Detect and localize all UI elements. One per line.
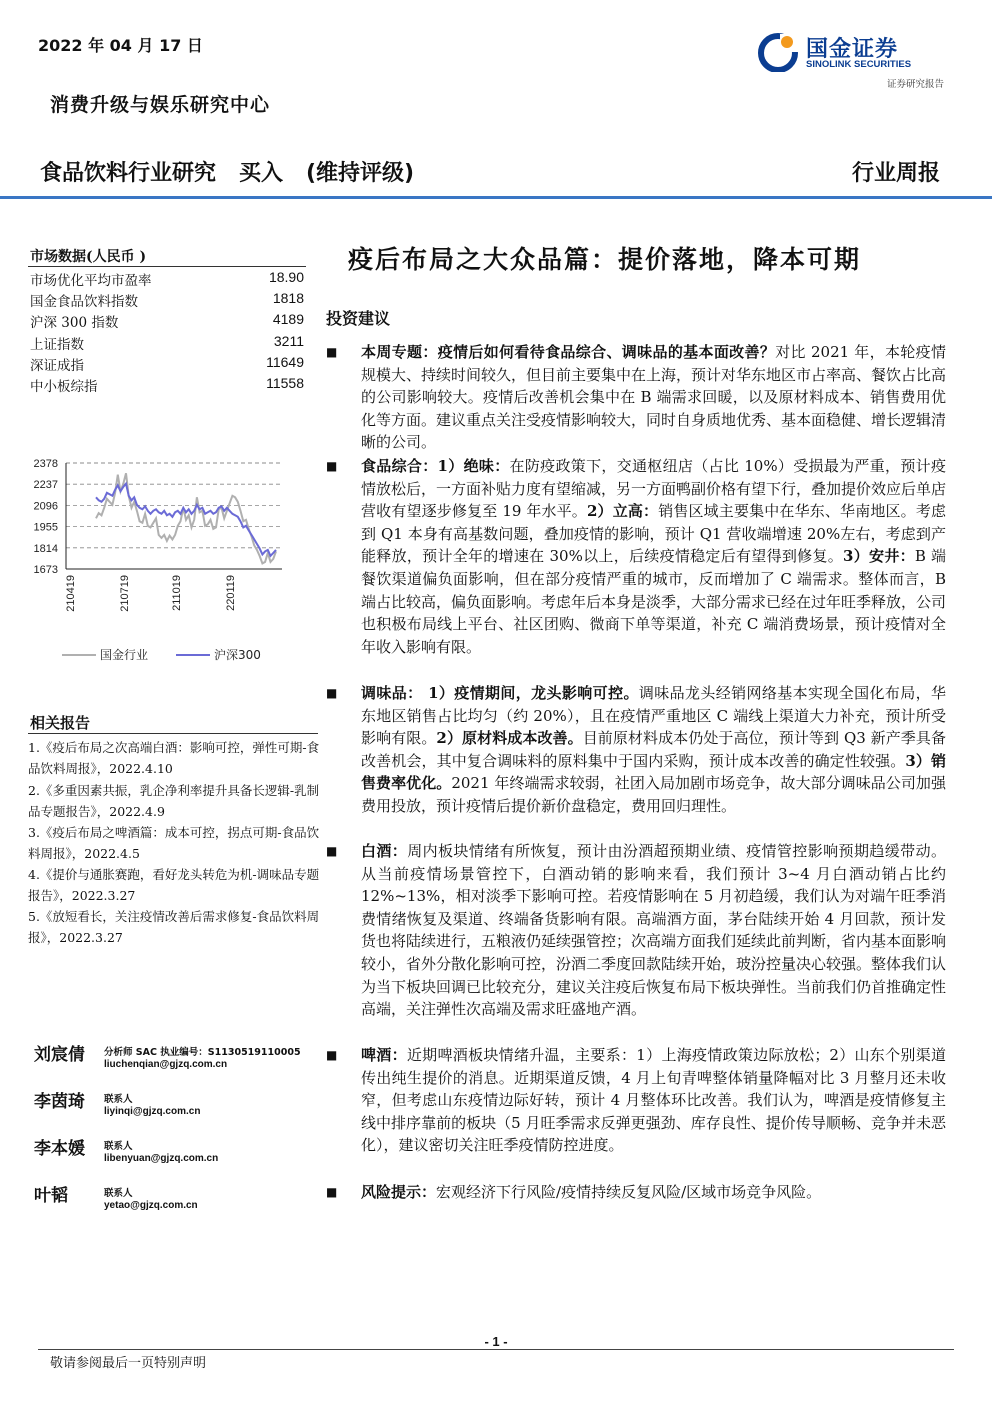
related-report-item: 2.《多重因素共振，乳企净利率提升具备长逻辑-乳制品专题报告》，2022.4.9 <box>28 783 320 819</box>
item-body: 近期啤酒板块情绪升温，主要系：1）上海疫情政策边际放松；2）山东个别渠道传出纯生提价的消息。近期渠道反馈，4 月上旬青啤整体销量降幅对比 3 月整月还未收窄，但考虑山东疫情边际好转，预计 4 月整体环比改善。我们认为，啤酒是疫情修复主线中排序靠前的板块（5 月旺季需求反弹更强劲、库存良性、提价传导顺畅、竞争并未恶化），建议密切关注旺季疫情防控进度。 <box>361 1046 946 1155</box>
item-body: 宏观经济下行风险/疫情持续反复风险/区域市场竞争风险。 <box>436 1183 822 1201</box>
industry-rating: 食品饮料行业研究 买入 (维持评级) <box>40 161 415 186</box>
item-heading: 啤酒： <box>361 1046 407 1064</box>
item-body: 目前原材料成本仍处于高位，预计等到 Q3 新产季具备改善机会，其中复合调味料的原料集中于国内采购，预计成本改善的确定性较强。 <box>361 729 946 770</box>
related-report-item: 5.《放短看长，关注疫情改善后需求修复-食品饮料周报》，2022.3.27 <box>28 909 320 945</box>
related-report-item: 1.《疫后布局之次高端白酒：影响可控，弹性可期-食品饮料周报》，2022.4.10 <box>28 740 320 776</box>
analyst-email: liuchenqian@gjzq.com.cn <box>104 1059 228 1070</box>
investment-item-text <box>361 455 946 658</box>
bullet-icon: ■ <box>326 686 338 700</box>
bullet-icon: ■ <box>326 1048 338 1062</box>
item-body: 调味品龙头经销网络基本实现全国化布局，华东地区销售占比均匀（约 20%），且在疫情严重地区 C 端线上渠道大力补充，预计所受影响有限。 <box>361 684 946 748</box>
analyst-card <box>34 1134 324 1174</box>
y-tick-label: 2237 <box>33 479 58 492</box>
investment-item <box>326 1044 946 1157</box>
main-title: 疫后布局之大众品篇：提价落地，降本可期 <box>348 245 862 274</box>
y-tick-label: 2096 <box>33 500 58 513</box>
related-report-item: 3.《疫后布局之啤酒篇：成本可控，拐点可期-食品饮料周报》，2022.4.5 <box>28 825 320 861</box>
related-reports-title: 相关报告 <box>30 714 91 732</box>
analyst-name: 李茵琦 <box>34 1092 85 1112</box>
page-number: - 1 - <box>484 1334 508 1349</box>
investment-item-text <box>361 682 946 818</box>
analyst-role: 联系人 <box>104 1094 133 1105</box>
legend-label: 国金行业 <box>100 648 149 662</box>
market-data-title: 市场数据(人民币 ) <box>30 249 147 265</box>
bullet-icon: ■ <box>326 345 338 359</box>
market-data-value: 4189 <box>272 311 304 328</box>
analyst-card <box>34 1087 324 1127</box>
item-body: 2021 年终端需求较弱，社团入局加剧市场竞争，故大部分调味品公司加强费用投放，预计疫情后提价新价盘稳定，费用回归理性。 <box>361 774 946 815</box>
market-data-label: 国金食品饮料指数 <box>30 294 138 311</box>
index-chart <box>26 445 316 675</box>
analyst-email: liyinqi@gjzq.com.cn <box>104 1106 201 1117</box>
investment-item-text <box>361 1044 946 1157</box>
analyst-name: 刘宸倩 <box>34 1045 85 1065</box>
item-heading: 2）原材料成本改善。 <box>436 729 583 748</box>
item-heading: 2）立高： <box>586 502 659 521</box>
y-tick-label: 2378 <box>33 458 58 470</box>
y-tick-label: 1955 <box>33 521 58 534</box>
investment-item <box>326 682 946 818</box>
market-data-label: 深证成指 <box>30 357 84 374</box>
market-data-label: 市场优化平均市盈率 <box>30 273 152 289</box>
bullet-icon: ■ <box>326 844 338 858</box>
item-heading: 食品综合：1）绝味： <box>361 457 510 475</box>
item-heading: 3）安井： <box>843 547 915 566</box>
footer-note: 敬请参阅最后一页特别声明 <box>50 1356 207 1371</box>
market-data-label: 中小板综指 <box>30 379 98 395</box>
logo-subtitle: 证券研究报告 <box>886 79 944 90</box>
y-tick-label: 1673 <box>33 564 58 576</box>
legend-label: 沪深300 <box>214 648 261 662</box>
investment-item-text <box>361 840 946 1021</box>
analyst-email: yetao@gjzq.com.cn <box>104 1200 198 1211</box>
bullet-icon: ■ <box>326 1185 338 1199</box>
analyst-card <box>34 1181 324 1221</box>
item-heading: 3）销售费率优化。 <box>361 751 946 793</box>
item-body: 销售区域主要集中在华东、华南地区。考虑到 Q1 本身有高基数问题，叠加疫情的影响，预计 Q1 营收端增速 20%左右，考虑到产能释放，预计全年的增速在 30%以上，后续疫情稳定后有望得到修复。 <box>361 502 946 566</box>
market-data-value: 1818 <box>272 290 304 307</box>
investment-item <box>326 341 946 454</box>
analyst-email: libenyuan@gjzq.com.cn <box>104 1153 219 1164</box>
analyst-card <box>34 1040 324 1080</box>
y-tick-label: 1814 <box>33 542 58 555</box>
x-tick-label: 211019 <box>171 575 183 611</box>
item-heading: 调味品： 1）疫情期间，龙头影响可控。 <box>361 684 639 702</box>
item-body: B 端餐饮渠道偏负面影响，但在部分疫情严重的城市，反而增加了 C 端需求。整体而言，B 端占比较高，偏负面影响。考虑年后本身是淡季，大部分需求已经在过年旺季释放，公司也积极布局线上平台、社区团购、微商下单等渠道，补充 C 端消费场景，预计疫情对全年收入影响有限。 <box>361 547 947 656</box>
bullet-icon: ■ <box>326 459 338 473</box>
item-body: 对比 2021 年，本轮疫情规模大、持续时间较久，但目前主要集中在上海，预计对华东地区市占率高、餐饮占比高的公司影响较大。疫情后改善机会集中在 B 端需求回暖，以及原材料成本、销售费用优化等方面。建议重点关注受疫情影响较大，同时自身质地优秀、基本面稳健、增长逻辑清晰的公司。 <box>361 343 947 452</box>
report-type: 行业周报 <box>851 161 940 186</box>
market-data-label: 上证指数 <box>30 336 84 353</box>
report-date: 2022 年 04 月 17 日 <box>38 36 203 55</box>
analyst-role: 联系人 <box>104 1188 133 1199</box>
item-heading: 风险提示： <box>361 1183 437 1201</box>
x-tick-label: 210719 <box>119 575 131 612</box>
market-data-value: 11558 <box>266 375 304 391</box>
market-data-label: 沪深 300 指数 <box>30 315 119 332</box>
investment-item-text <box>361 341 946 454</box>
market-data-row <box>30 354 304 375</box>
market-data-row <box>30 311 304 332</box>
investment-item-text <box>361 1181 946 1204</box>
company-logo <box>758 32 948 92</box>
market-data-divider <box>28 266 306 267</box>
investment-item <box>326 455 946 658</box>
market-data-value: 18.90 <box>268 269 304 285</box>
x-tick-label: 210419 <box>65 575 77 612</box>
market-data-value: 11649 <box>266 353 304 370</box>
market-data-row <box>30 375 304 396</box>
market-data-row <box>30 333 304 354</box>
x-tick-label: 220119 <box>225 575 237 611</box>
analyst-role: 联系人 <box>104 1141 133 1152</box>
investment-item <box>326 840 946 1021</box>
research-center: 消费升级与娱乐研究中心 <box>50 94 271 116</box>
related-reports-divider <box>28 733 318 734</box>
analyst-role: 分析师 SAC 执业编号：S1130519110005 <box>104 1047 301 1058</box>
footer-divider <box>38 1349 954 1350</box>
market-data-value: 3211 <box>273 332 304 349</box>
item-body: 在防疫政策下，交通枢纽店（占比 10%）受损最为严重，预计疫情放松后，一方面补贴力度有望缩减，另一方面鸭副价格有望下行，叠加提价效应后单店营收有望逐步修复至 19 年水平。 <box>361 457 947 521</box>
logo-name-cn: 国金证券 <box>806 37 899 62</box>
logo-name-en: SINOLINK SECURITIES <box>806 59 912 70</box>
analyst-name: 李本媛 <box>34 1139 85 1159</box>
item-heading: 本周专题：疫情后如何看待食品综合、调味品的基本面改善？ <box>361 343 776 361</box>
item-heading: 白酒： <box>361 842 408 860</box>
section-title: 投资建议 <box>326 309 391 328</box>
sinolink-logo-icon <box>758 32 798 72</box>
related-report-item: 4.《提价与通胀赛跑，看好龙头转危为机-调味品专题报告》，2022.3.27 <box>28 867 320 903</box>
analyst-name: 叶韬 <box>34 1186 68 1206</box>
market-data-row <box>30 269 304 290</box>
market-data-row <box>30 290 304 311</box>
investment-item <box>326 1181 946 1204</box>
item-body: 周内板块情绪有所恢复，预计由汾酒超预期业绩、疫情管控影响预期趋缓带动。从当前疫情场景管控下，白酒动销的影响来看，我们预计 3~4 月白酒动销占比约 12%~13%，相对淡季下影响可控。若疫情影响在 5 月初趋缓，我们认为对端午旺季消费情绪恢复及渠道、终端备货影响有限。高端酒方面，茅台陆续开始 4 月回款，预计发货也将陆续进行，五粮液仍延续强管控；次高端方面我们延续此前判断，省内基本面影响较小，省外分散化影响可控，汾酒二季度回款陆续开始，玻汾控量决心较强。整体我们认为当下板块回调已比较充分，建议关注疫后恢复布局下板块弹性。当前我们仍首推确定性高端，关注弹性次高端及需求旺盛地产酒。 <box>361 842 947 1019</box>
header-divider <box>0 196 992 199</box>
